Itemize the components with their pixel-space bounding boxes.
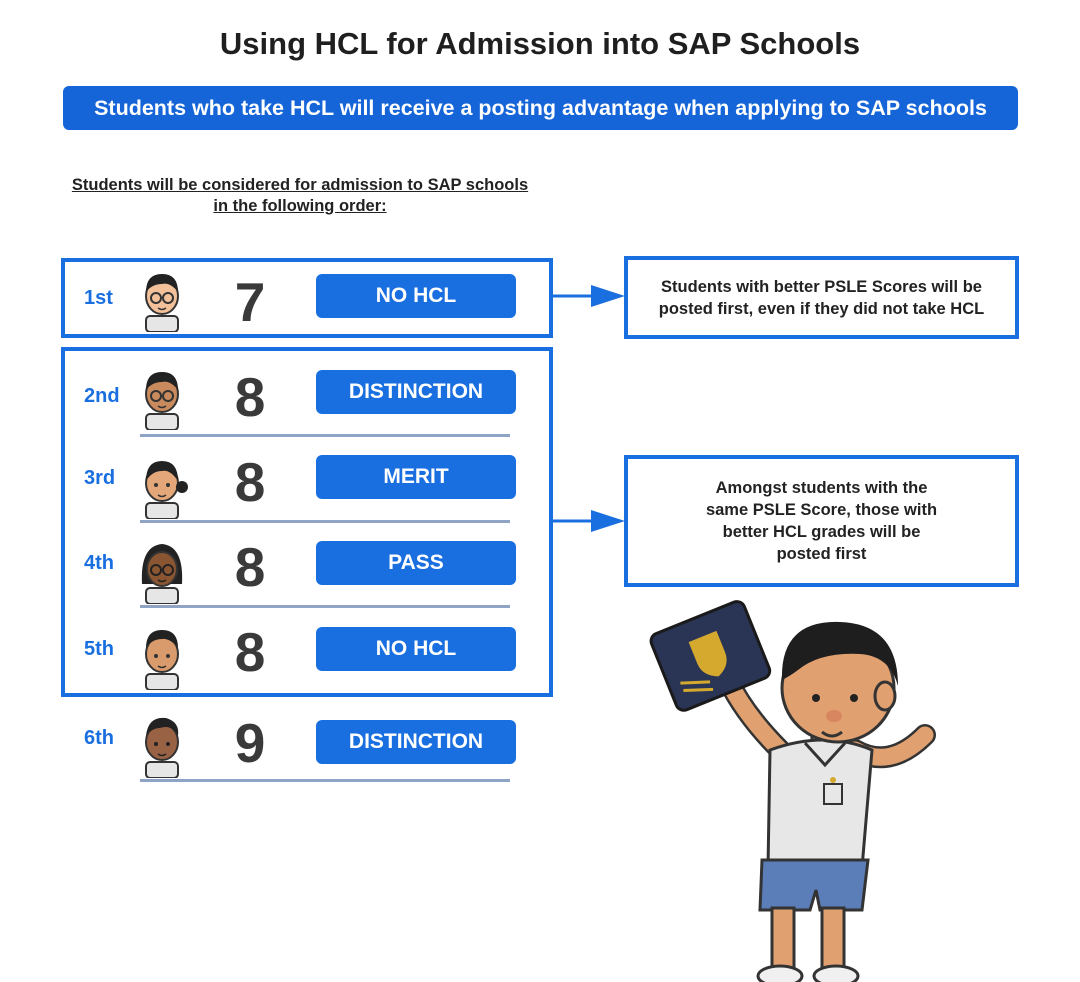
student-avatar-icon (136, 624, 188, 690)
intro-text: Students will be considered for admission to SAP schools in the following order: (71, 176, 529, 215)
note-better-psle: Students with better PSLE Scores will be posted first, even if they did not take HCL (624, 256, 1019, 339)
row-divider (140, 605, 510, 608)
psle-score: 7 (234, 271, 266, 333)
student-avatar-icon (136, 538, 188, 604)
student-avatar-icon (136, 364, 188, 430)
hcl-grade-badge: DISTINCTION (316, 720, 516, 764)
row-divider (140, 779, 510, 782)
rank-label: 6th (84, 727, 114, 749)
hcl-grade-badge: PASS (316, 541, 516, 585)
hcl-grade-badge: DISTINCTION (316, 370, 516, 414)
psle-score: 8 (234, 451, 266, 513)
student-avatar-icon (136, 712, 188, 778)
student-avatar-icon (136, 453, 188, 519)
arrow-right-icon (553, 282, 628, 310)
psle-score: 8 (234, 621, 266, 683)
note-same-score: Amongst students with the same PSLE Score, those with better HCL grades will be posted first (624, 455, 1019, 587)
hcl-grade-badge: NO HCL (316, 627, 516, 671)
student-holding-book-illustration (640, 600, 960, 982)
info-banner: Students who take HCL will receive a posting advantage when applying to SAP schools (63, 86, 1018, 130)
student-avatar-icon (136, 266, 188, 332)
psle-score: 9 (234, 712, 266, 774)
rank-label: 4th (84, 552, 114, 574)
rank-label: 5th (84, 638, 114, 660)
rank-label: 1st (84, 287, 113, 309)
psle-score: 8 (234, 366, 266, 428)
arrow-right-icon (553, 507, 628, 535)
rank-label: 3rd (84, 467, 116, 489)
row-divider (140, 520, 510, 523)
page-title: Using HCL for Admission into SAP Schools (219, 26, 861, 61)
row-divider (140, 434, 510, 437)
psle-score: 8 (234, 536, 266, 598)
rank-label: 2nd (84, 385, 120, 407)
hcl-grade-badge: NO HCL (316, 274, 516, 318)
hcl-grade-badge: MERIT (316, 455, 516, 499)
